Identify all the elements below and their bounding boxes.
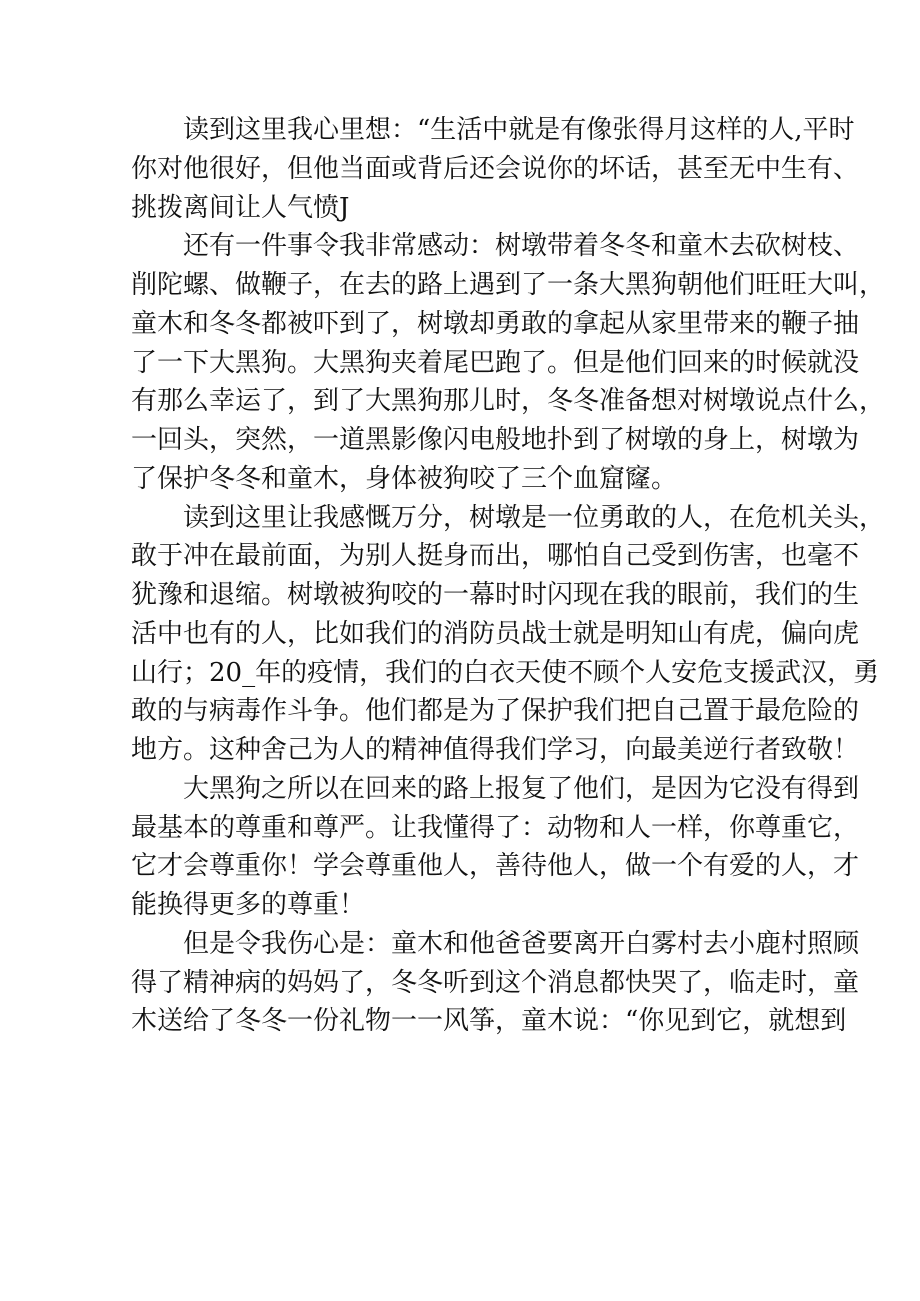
text-line: 了保护冬冬和童木，身体被狗咬了三个血窟窿。 [131,463,678,494]
text-line: 但是令我伤心是：童木和他爸爸要离开白雾村去小鹿村照顾 [183,928,860,959]
text-line: 有那么幸运了，到了大黑狗那儿时，冬冬准备想对树墩说点什么， [131,386,886,417]
text-line: 大黑狗之所以在回来的路上报复了他们，是因为它没有得到 [183,773,860,804]
text-line: 读到这里我心里想：“生活中就是有像张得月这样的人,平时 [183,115,855,145]
text-line: 地方。这种舍己为人的精神值得我们学习，向最美逆行者致敬！ [131,735,860,765]
text-line: 敢于冲在最前面，为别人挺身而出，哪怕自己受到伤害，也毫不 [131,541,860,572]
text-line: 一回头，突然，一道黑影像闪电般地扑到了树墩的身上，树墩为 [131,425,860,455]
text-line: 得了精神病的妈妈了，冬冬听到这个消息都快哭了，临走时，童 [131,967,860,998]
paragraph-1 [131,111,860,227]
text-line: 犹豫和退缩。树墩被狗咬的一幕时时闪现在我的眼前，我们的生 [131,580,860,610]
text-line: 你对他很好，但他当面或背后还会说你的坏话，甚至无中生有、 [131,153,860,184]
paragraph-5 [131,925,860,1041]
text-line: 活中也有的人，比如我们的消防员战士就是明知山有虎，偏向虎 [131,618,860,649]
text-line: 削陀螺、做鞭子，在去的路上遇到了一条大黑狗朝他们旺旺大叫， [131,270,886,300]
text-line: 能换得更多的尊重！ [131,890,366,920]
paragraph-3 [131,499,886,770]
paragraph-2 [131,227,886,498]
text-line: 最基本的尊重和尊严。让我懂得了：动物和人一样，你尊重它， [131,812,860,843]
document-body [131,111,886,1041]
text-line: 挑拨离间让人气愤J [131,192,350,223]
text-line: 还有一件事令我非常感动：树墩带着冬冬和童木去砍树枝、 [183,231,860,262]
text-line: 童木和冬冬都被吓到了，树墩却勇敢的拿起从家里带来的鞭子抽 [131,308,860,339]
text-line: 敢的与病毒作斗争。他们都是为了保护我们把自己置于最危险的 [131,696,860,727]
text-line: 了一下大黑狗。大黑狗夹着尾巴跑了。但是他们回来的时候就没 [131,347,860,378]
text-line: 山行；20_年的疫情，我们的白衣天使不顾个人安危支援武汉，勇 [131,657,880,688]
paragraph-4 [131,770,860,925]
text-line: 读到这里让我感慨万分，树墩是一位勇敢的人，在危机关头， [183,502,886,533]
text-line: 它才会尊重你！学会尊重他人，善待他人，做一个有爱的人，才 [131,851,860,882]
text-line: 木送给了冬冬一份礼物一一风筝，童木说：“你见到它，就想到 [131,1006,847,1037]
